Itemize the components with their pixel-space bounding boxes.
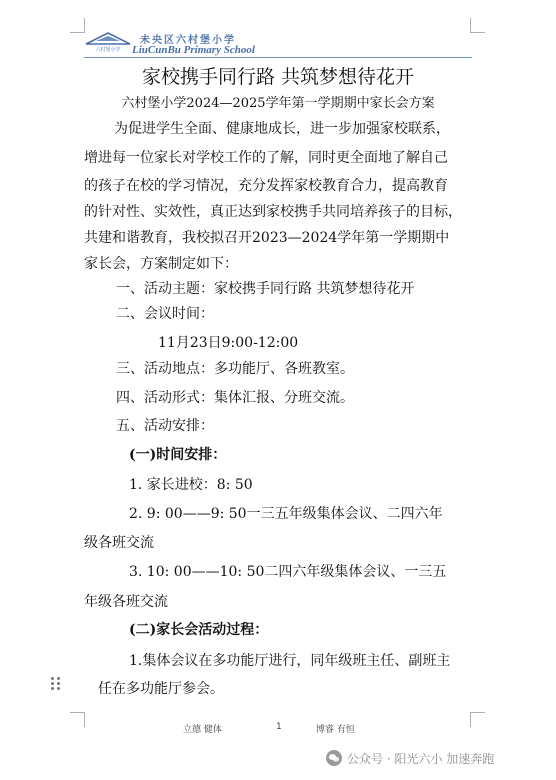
document-subtitle: 六村堡小学2024—2025学年第一学期期中家长会方案 [121,96,435,111]
watermark-text: 公众号 · 阳光六小 加速奔跑 [347,752,495,766]
body-line: 为促进学生全面、健康地成长，进一步加强家校联系， [114,121,450,137]
body-line: 增进每一位家长对学校工作的了解，同时更全面地了解自己 [84,150,448,166]
document-title: 家校携手同行路 共筑梦想待花开 [141,66,415,88]
crop-mark-top-left [70,18,85,33]
subsection-heading: (二)家长会活动过程： [129,622,269,638]
list-item: 3. 10: 00——10: 50二四六年级集体会议、一三五 [129,564,447,580]
page-number: 1 [276,722,282,732]
list-item: 2. 9: 00——9: 50一三五年级集体会议、二四六年 [129,506,443,522]
school-name-cn: 未央区六村堡小学 [140,35,236,46]
logo-text: 六村堡小学 [95,47,121,53]
section-heading: 三、活动地点：多功能厅、各班教室。 [116,361,354,377]
body-line: 共建和谐教育，我校拟召开2023—2024学年第一学期期中 [84,230,450,246]
body-line: 的针对性、实效性，真正达到家校携手共同培养孩子的目标， [84,204,462,220]
crop-mark-top-right [470,18,485,33]
section-heading: 四、活动形式：集体汇报、分班交流。 [116,390,354,406]
list-item-continuation: 年级各班交流 [84,594,168,610]
list-item-continuation: 任在多功能厅参会。 [98,681,224,697]
section-heading: 二、会议时间： [116,306,214,322]
meeting-time: 11月23日9:00-12:00 [158,335,299,351]
list-item: 1. 家长进校：8: 50 [129,477,253,493]
crop-mark-bottom-right [470,712,485,727]
school-name-en: LiuCunBu Primary School [132,44,255,56]
wechat-icon [326,750,342,766]
footer-motto-left: 立德 健体 [183,725,222,735]
body-line: 家长会，方案制定如下： [84,256,238,272]
subsection-heading: (一)时间安排： [129,447,227,463]
list-item: 1.集体会议在多功能厅进行，同年级班主任、副班主 [129,653,451,669]
header-divider [84,57,472,58]
school-logo [84,31,132,53]
section-heading: 五、活动安排： [116,418,214,434]
body-line: 的孩子在校的学习情况，充分发挥家校教育合力，提高教育 [84,178,448,194]
drag-handle-icon[interactable] [50,676,62,692]
list-item-continuation: 级各班交流 [84,535,154,551]
crop-mark-bottom-left [70,712,85,727]
section-heading: 一、活动主题：家校携手同行路 共筑梦想待花开 [116,281,415,297]
footer-motto-right: 博睿 有恒 [316,725,355,735]
